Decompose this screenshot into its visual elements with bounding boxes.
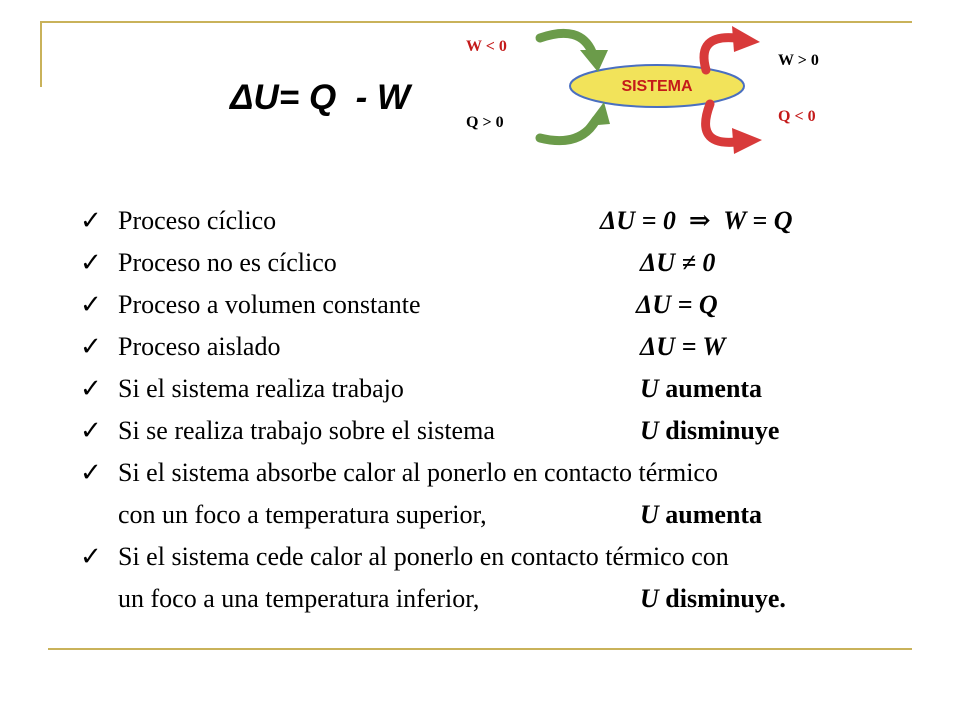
heat-out-arrow <box>706 104 736 142</box>
list-item-continuation <box>80 578 900 620</box>
process-list <box>80 200 900 620</box>
item-label: Proceso no es cíclico <box>118 248 337 277</box>
work-negative-label: W < 0 <box>466 38 507 55</box>
item-label: un foco a una temperatura inferior, <box>118 584 480 613</box>
list-item <box>80 536 900 578</box>
frame-bottom-line <box>48 648 912 650</box>
item-label: Si el sistema realiza trabajo <box>118 374 404 403</box>
item-result: U aumenta <box>640 374 763 403</box>
item-label: Proceso aislado <box>118 332 281 361</box>
list-item <box>80 284 900 326</box>
heat-negative-label: Q < 0 <box>778 108 816 125</box>
work-in-arrow <box>540 33 592 52</box>
list-item-continuation <box>80 494 900 536</box>
item-result: U disminuye <box>640 416 780 445</box>
list-item <box>80 410 900 452</box>
checkmark-icon: ✓ <box>80 458 102 487</box>
heat-positive-label: Q > 0 <box>466 114 504 131</box>
item-result: ΔU = Q <box>636 290 718 319</box>
checkmark-icon: ✓ <box>80 332 102 361</box>
item-result: ΔU = W <box>640 332 726 361</box>
checkmark-icon: ✓ <box>80 206 102 235</box>
heat-in-arrow <box>540 120 596 141</box>
heat-out-arrowhead <box>732 128 762 154</box>
work-out-arrowhead <box>732 26 760 52</box>
item-result: U disminuye. <box>640 584 786 613</box>
item-label: Si el sistema cede calor al ponerlo en contacto térmico con <box>118 542 729 571</box>
sign-convention-diagram <box>440 20 860 160</box>
list-item <box>80 326 900 368</box>
system-label: SISTEMA <box>621 78 693 95</box>
checkmark-icon: ✓ <box>80 542 102 571</box>
first-law-equation: ΔU= Q - W <box>230 78 411 117</box>
item-result: ΔU ≠ 0 <box>640 248 716 277</box>
list-item <box>80 368 900 410</box>
list-item <box>80 242 900 284</box>
checkmark-icon: ✓ <box>80 416 102 445</box>
work-positive-label: W > 0 <box>778 52 819 69</box>
item-result: ΔU = 0 ⇒ W = Q <box>600 206 793 235</box>
checkmark-icon: ✓ <box>80 374 102 403</box>
item-label: Si el sistema absorbe calor al ponerlo en contacto térmico <box>118 458 718 487</box>
item-label: Proceso cíclico <box>118 206 277 235</box>
item-result: U aumenta <box>640 500 763 529</box>
list-item <box>80 200 900 242</box>
item-label: Proceso a volumen constante <box>118 290 421 319</box>
checkmark-icon: ✓ <box>80 248 102 277</box>
item-label: con un foco a temperatura superior, <box>118 500 487 529</box>
list-item <box>80 452 900 494</box>
implies-icon: ⇒ <box>688 206 711 235</box>
item-label: Si se realiza trabajo sobre el sistema <box>118 416 495 445</box>
checkmark-icon: ✓ <box>80 290 102 319</box>
frame-left-line <box>40 21 42 87</box>
